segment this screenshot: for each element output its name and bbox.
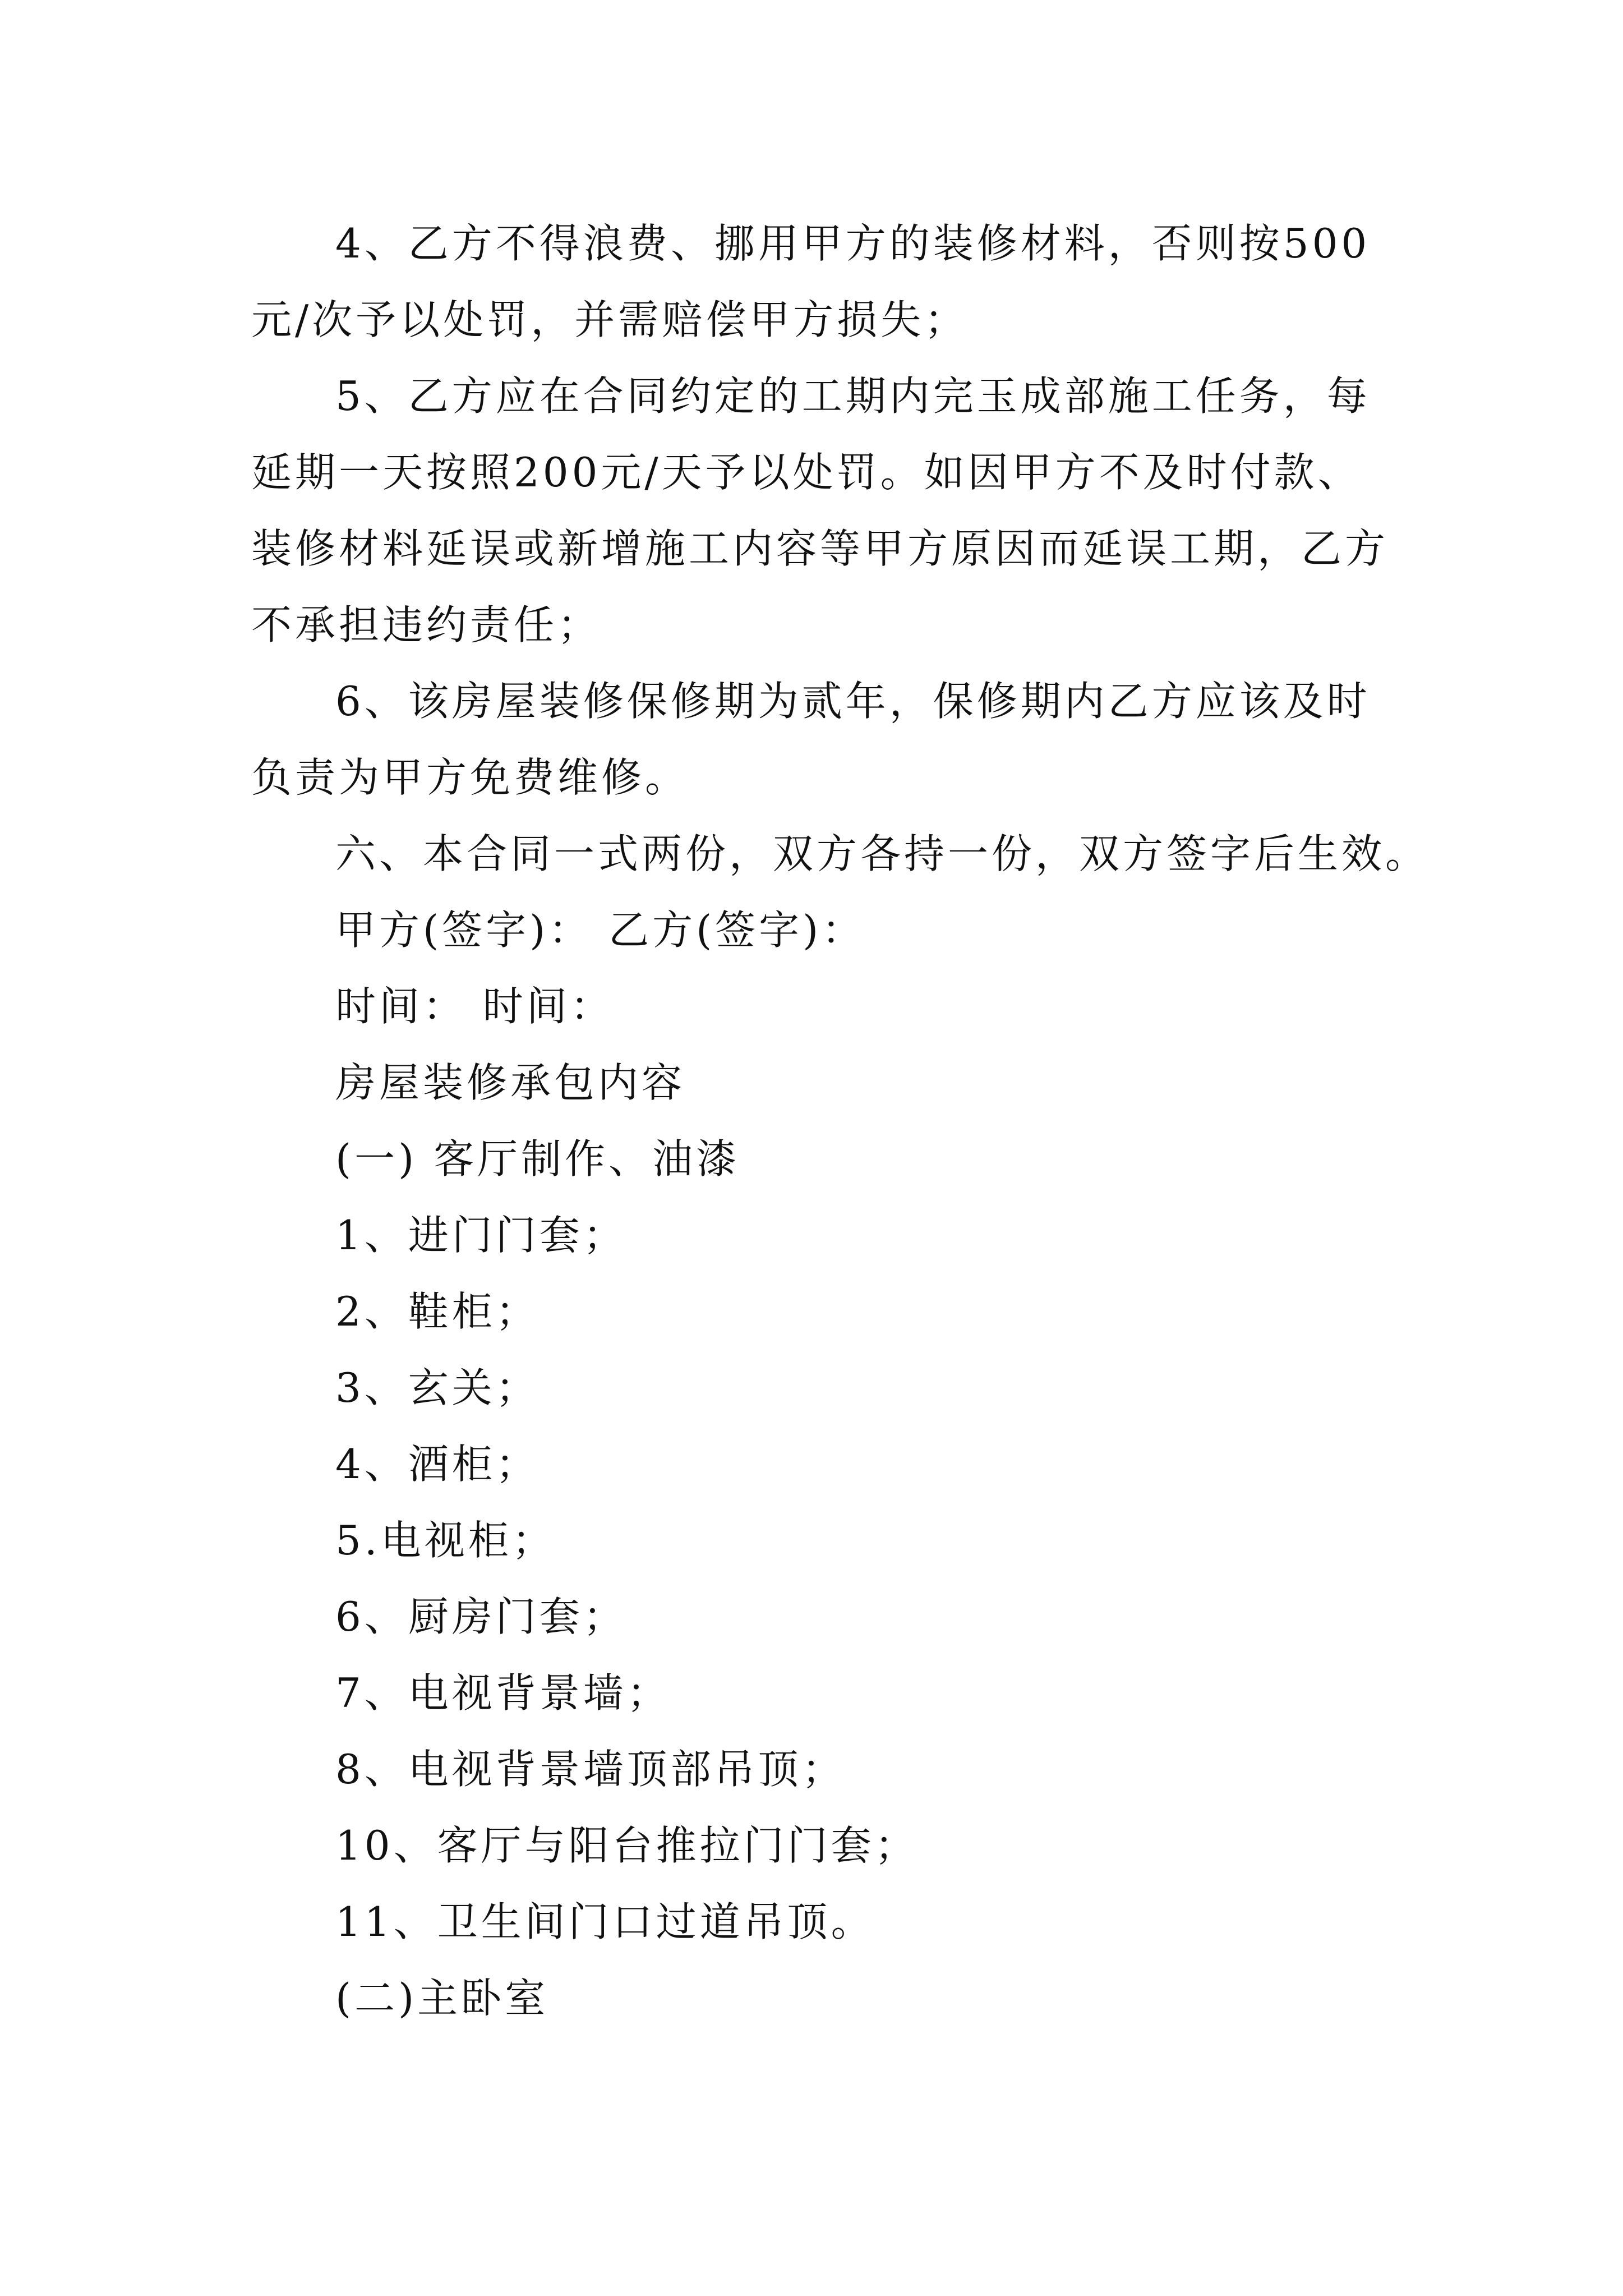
- signature-line: 甲方(签字)： 乙方(签字)：: [335, 907, 866, 954]
- list-item: 4、酒柜；: [335, 1441, 540, 1488]
- clause-six: 六、本合同一式两份，双方各持一份，双方签字后生效。: [335, 830, 1430, 877]
- list-item: 6、厨房门套；: [335, 1593, 627, 1640]
- time-line: 时间： 时间：: [335, 983, 614, 1030]
- list-item: 10、客厅与阳台推拉门门套；: [335, 1822, 919, 1869]
- list-item: 8、电视背景墙顶部吊顶；: [335, 1746, 846, 1793]
- list-item: 7、电视背景墙；: [335, 1669, 671, 1717]
- list-item: 2、鞋柜；: [335, 1288, 540, 1335]
- clause-4-line-1: 4、乙方不得浪费、挪用甲方的装修材料，否则按500: [335, 220, 1371, 267]
- clause-5-line-1: 5、乙方应在合同约定的工期内完玉成部施工任务，每: [335, 372, 1371, 420]
- section-master-bedroom: (二)主卧室: [335, 1975, 549, 2022]
- list-item: 3、玄关；: [335, 1364, 540, 1411]
- scope-title: 房屋装修承包内容: [335, 1059, 686, 1106]
- list-item: 1、进门门套；: [335, 1212, 627, 1259]
- list-item: 5.电视柜；: [335, 1517, 556, 1564]
- clause-5-line-2: 延期一天按照200元/天予以处罚。如因甲方不及时付款、: [251, 449, 1362, 496]
- list-item: 11、卫生间门口过道吊顶。: [335, 1898, 875, 1945]
- clause-5-line-4: 不承担违约责任；: [251, 601, 602, 648]
- clause-6-line-2: 负责为甲方免费维修。: [251, 754, 689, 801]
- clause-6-line-1: 6、该房屋装修保修期为贰年，保修期内乙方应该及时: [335, 678, 1371, 725]
- clause-4-line-2: 元/次予以处罚，并需赔偿甲方损失；: [251, 296, 969, 343]
- clause-5-line-3: 装修材料延误或新增施工内容等甲方原因而延误工期，乙方: [251, 525, 1389, 572]
- section-living-room: (一) 客厅制作、油漆: [335, 1135, 740, 1182]
